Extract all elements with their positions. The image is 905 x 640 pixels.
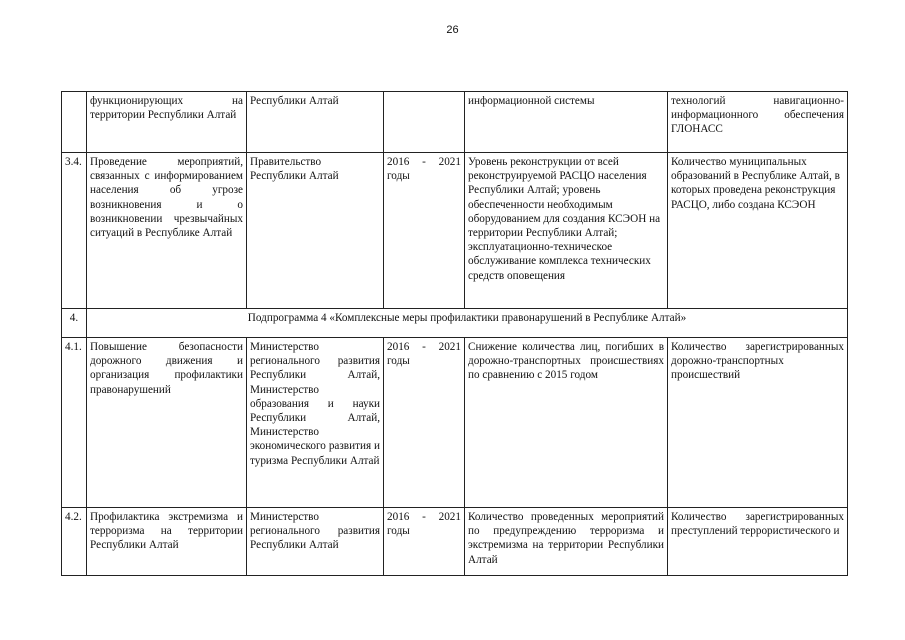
executor-cell: Министерство регионального развития Республики Алтай, Министерство образования и науки Республики Алтай, Министерство экономического развития и туризма Республики Алтай: [247, 338, 384, 508]
indicator-cell: Уровень реконструкции от всей реконструируемой РАСЦО населения Республики Алтай; уровень обеспеченности необходимым оборудованием для создания КСЭОН на территории Республики Алтай; эксплуатационно-техническое обслуживание комплекса технических средств оповещения: [465, 153, 668, 309]
period-cell: 2016 - 2021 годы: [384, 338, 465, 508]
program-table: [61, 91, 848, 576]
executor-cell: Правительство Республики Алтай: [247, 153, 384, 309]
activity-cell: Проведение мероприятий, связанных с информированием населения об угрозе возникновения и о возникновении чрезвычайных ситуаций в Республике Алтай: [87, 153, 247, 309]
row-number: [62, 92, 87, 153]
activity-cell: Повышение безопасности дорожного движения и организация профилактики правонарушений: [87, 338, 247, 508]
executor-cell: Республики Алтай: [247, 92, 384, 153]
subprogram-row: [62, 309, 848, 338]
table-row: [62, 508, 848, 576]
executor-cell: Министерство регионального развития Республики Алтай: [247, 508, 384, 576]
indicator-cell: информационной системы: [465, 92, 668, 153]
result-cell: Количество зарегистрированных преступлений террористического и: [668, 508, 848, 576]
activity-cell: функционирующих на территории Республики Алтай: [87, 92, 247, 153]
row-number: 4.: [62, 309, 87, 338]
table-row: [62, 338, 848, 508]
subprogram-title: Подпрограмма 4 «Комплексные меры профилактики правонарушений в Республике Алтай»: [87, 309, 848, 338]
row-number: 3.4.: [62, 153, 87, 309]
table-row: [62, 92, 848, 153]
row-number: 4.1.: [62, 338, 87, 508]
row-number: 4.2.: [62, 508, 87, 576]
indicator-cell: Количество проведенных мероприятий по предупреждению терроризма и экстремизма на территории Республики Алтай: [465, 508, 668, 576]
indicator-cell: Снижение количества лиц, погибших в дорожно-транспортных происшествиях по сравнению с 2015 годом: [465, 338, 668, 508]
page-number: 26: [446, 24, 459, 36]
period-cell: [384, 92, 465, 153]
table-row: [62, 153, 848, 309]
result-cell: Количество зарегистрированных дорожно-транспортных происшествий: [668, 338, 848, 508]
result-cell: Количество муниципальных образований в Республике Алтай, в которых проведена реконструкция РАСЦО, либо создана КСЭОН: [668, 153, 848, 309]
activity-cell: Профилактика экстремизма и терроризма на территории Республики Алтай: [87, 508, 247, 576]
period-cell: 2016 - 2021 годы: [384, 508, 465, 576]
result-cell: технологий навигационно-информационного обеспечения ГЛОНАСС: [668, 92, 848, 153]
period-cell: 2016 - 2021 годы: [384, 153, 465, 309]
